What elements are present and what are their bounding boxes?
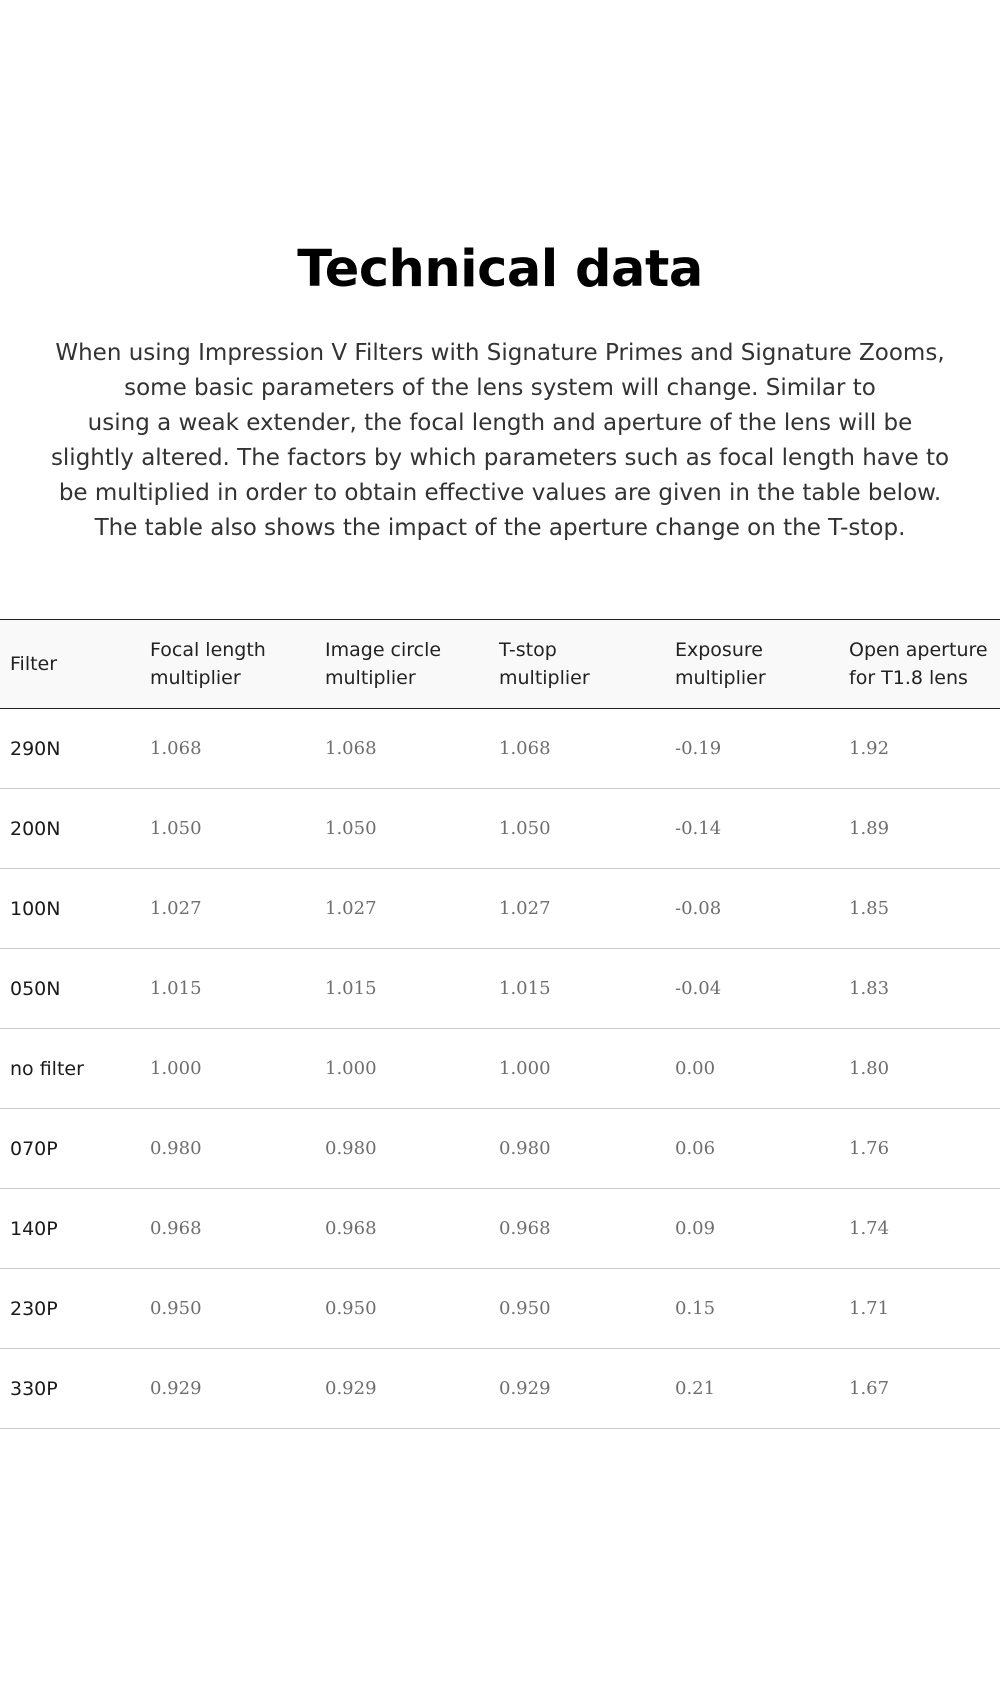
filter-cell: 230P <box>10 1297 58 1320</box>
header-filter <box>0 620 140 709</box>
exposure-cell: 0.21 <box>675 1378 716 1399</box>
filter-cell: no filter <box>10 1057 84 1080</box>
exposure-cell: 0.00 <box>675 1058 716 1079</box>
table-row <box>0 949 1000 1029</box>
section-title: Technical data <box>297 240 703 299</box>
focal-length-cell: 0.929 <box>150 1378 202 1399</box>
exposure-cell: -0.08 <box>675 898 722 919</box>
t-stop-cell: 1.000 <box>499 1058 551 1079</box>
image-circle-cell: 1.027 <box>325 898 377 919</box>
filter-cell: 100N <box>10 897 61 920</box>
open-aperture-cell: 1.74 <box>849 1218 890 1239</box>
technical-data-table <box>0 619 1000 1429</box>
focal-length-cell: 1.050 <box>150 818 202 839</box>
table-row <box>0 1109 1000 1189</box>
focal-length-cell: 0.968 <box>150 1218 202 1239</box>
exposure-cell: -0.14 <box>675 818 722 839</box>
open-aperture-cell: 1.85 <box>849 898 890 919</box>
table-row <box>0 1269 1000 1349</box>
filter-cell: 200N <box>10 817 61 840</box>
image-circle-cell: 1.015 <box>325 978 377 999</box>
exposure-cell: -0.19 <box>675 738 722 759</box>
focal-length-cell: 0.980 <box>150 1138 202 1159</box>
filter-cell: 070P <box>10 1137 58 1160</box>
intro-line: using a weak extender, the focal length and aperture of the lens will be <box>87 410 913 436</box>
intro-paragraph <box>40 336 960 546</box>
image-circle-cell: 0.980 <box>325 1138 377 1159</box>
filter-cell: 140P <box>10 1217 58 1240</box>
header-focal-length-multiplier <box>140 620 315 709</box>
header-label: multiplier <box>499 667 590 689</box>
open-aperture-cell: 1.67 <box>849 1378 890 1399</box>
table-row <box>0 709 1000 789</box>
open-aperture-cell: 1.71 <box>849 1298 890 1319</box>
header-label: multiplier <box>150 667 241 689</box>
t-stop-cell: 0.929 <box>499 1378 551 1399</box>
header-label: for T1.8 lens <box>849 667 968 689</box>
t-stop-cell: 0.950 <box>499 1298 551 1319</box>
t-stop-cell: 1.027 <box>499 898 551 919</box>
intro-line: The table also shows the impact of the aperture change on the T-stop. <box>94 515 906 541</box>
focal-length-cell: 1.068 <box>150 738 202 759</box>
exposure-cell: 0.06 <box>675 1138 716 1159</box>
filter-cell: 050N <box>10 977 61 1000</box>
image-circle-cell: 0.968 <box>325 1218 377 1239</box>
focal-length-cell: 1.027 <box>150 898 202 919</box>
focal-length-cell: 0.950 <box>150 1298 202 1319</box>
header-label: multiplier <box>675 667 766 689</box>
header-label: Image circle <box>325 639 442 661</box>
table-row <box>0 789 1000 869</box>
header-label: multiplier <box>325 667 416 689</box>
header-open-aperture <box>839 620 1000 709</box>
image-circle-cell: 1.000 <box>325 1058 377 1079</box>
table-row <box>0 1029 1000 1109</box>
intro-line: be multiplied in order to obtain effective values are given in the table below. <box>58 480 942 506</box>
t-stop-cell: 1.015 <box>499 978 551 999</box>
exposure-cell: 0.09 <box>675 1218 716 1239</box>
header-row <box>0 620 1000 709</box>
header-label: T-stop <box>499 639 557 661</box>
table-row <box>0 1189 1000 1269</box>
header-t-stop-multiplier <box>489 620 665 709</box>
t-stop-cell: 1.068 <box>499 738 551 759</box>
t-stop-cell: 0.980 <box>499 1138 551 1159</box>
open-aperture-cell: 1.80 <box>849 1058 890 1079</box>
image-circle-cell: 1.068 <box>325 738 377 759</box>
intro-line: slightly altered. The factors by which parameters such as focal length have to <box>50 445 950 471</box>
table-row <box>0 1349 1000 1429</box>
open-aperture-cell: 1.76 <box>849 1138 890 1159</box>
image-circle-cell: 0.929 <box>325 1378 377 1399</box>
exposure-cell: -0.04 <box>675 978 722 999</box>
header-label: Open aperture <box>849 639 988 661</box>
header-exposure-multiplier <box>665 620 839 709</box>
intro-line: When using Impression V Filters with Signature Primes and Signature Zooms, <box>55 340 945 366</box>
image-circle-cell: 0.950 <box>325 1298 377 1319</box>
table-row <box>0 869 1000 949</box>
table-header <box>0 620 1000 709</box>
header-label: Focal length <box>150 639 266 661</box>
exposure-cell: 0.15 <box>675 1298 716 1319</box>
image-circle-cell: 1.050 <box>325 818 377 839</box>
open-aperture-cell: 1.92 <box>849 738 890 759</box>
focal-length-cell: 1.015 <box>150 978 202 999</box>
header-label: Exposure <box>675 639 763 661</box>
focal-length-cell: 1.000 <box>150 1058 202 1079</box>
filter-cell: 330P <box>10 1377 58 1400</box>
open-aperture-cell: 1.89 <box>849 818 890 839</box>
open-aperture-cell: 1.83 <box>849 978 890 999</box>
header-image-circle-multiplier <box>315 620 489 709</box>
header-label: Filter <box>10 653 58 675</box>
t-stop-cell: 1.050 <box>499 818 551 839</box>
table-body <box>0 709 1000 1429</box>
t-stop-cell: 0.968 <box>499 1218 551 1239</box>
intro-line: some basic parameters of the lens system will change. Similar to <box>124 375 876 401</box>
filter-cell: 290N <box>10 737 61 760</box>
